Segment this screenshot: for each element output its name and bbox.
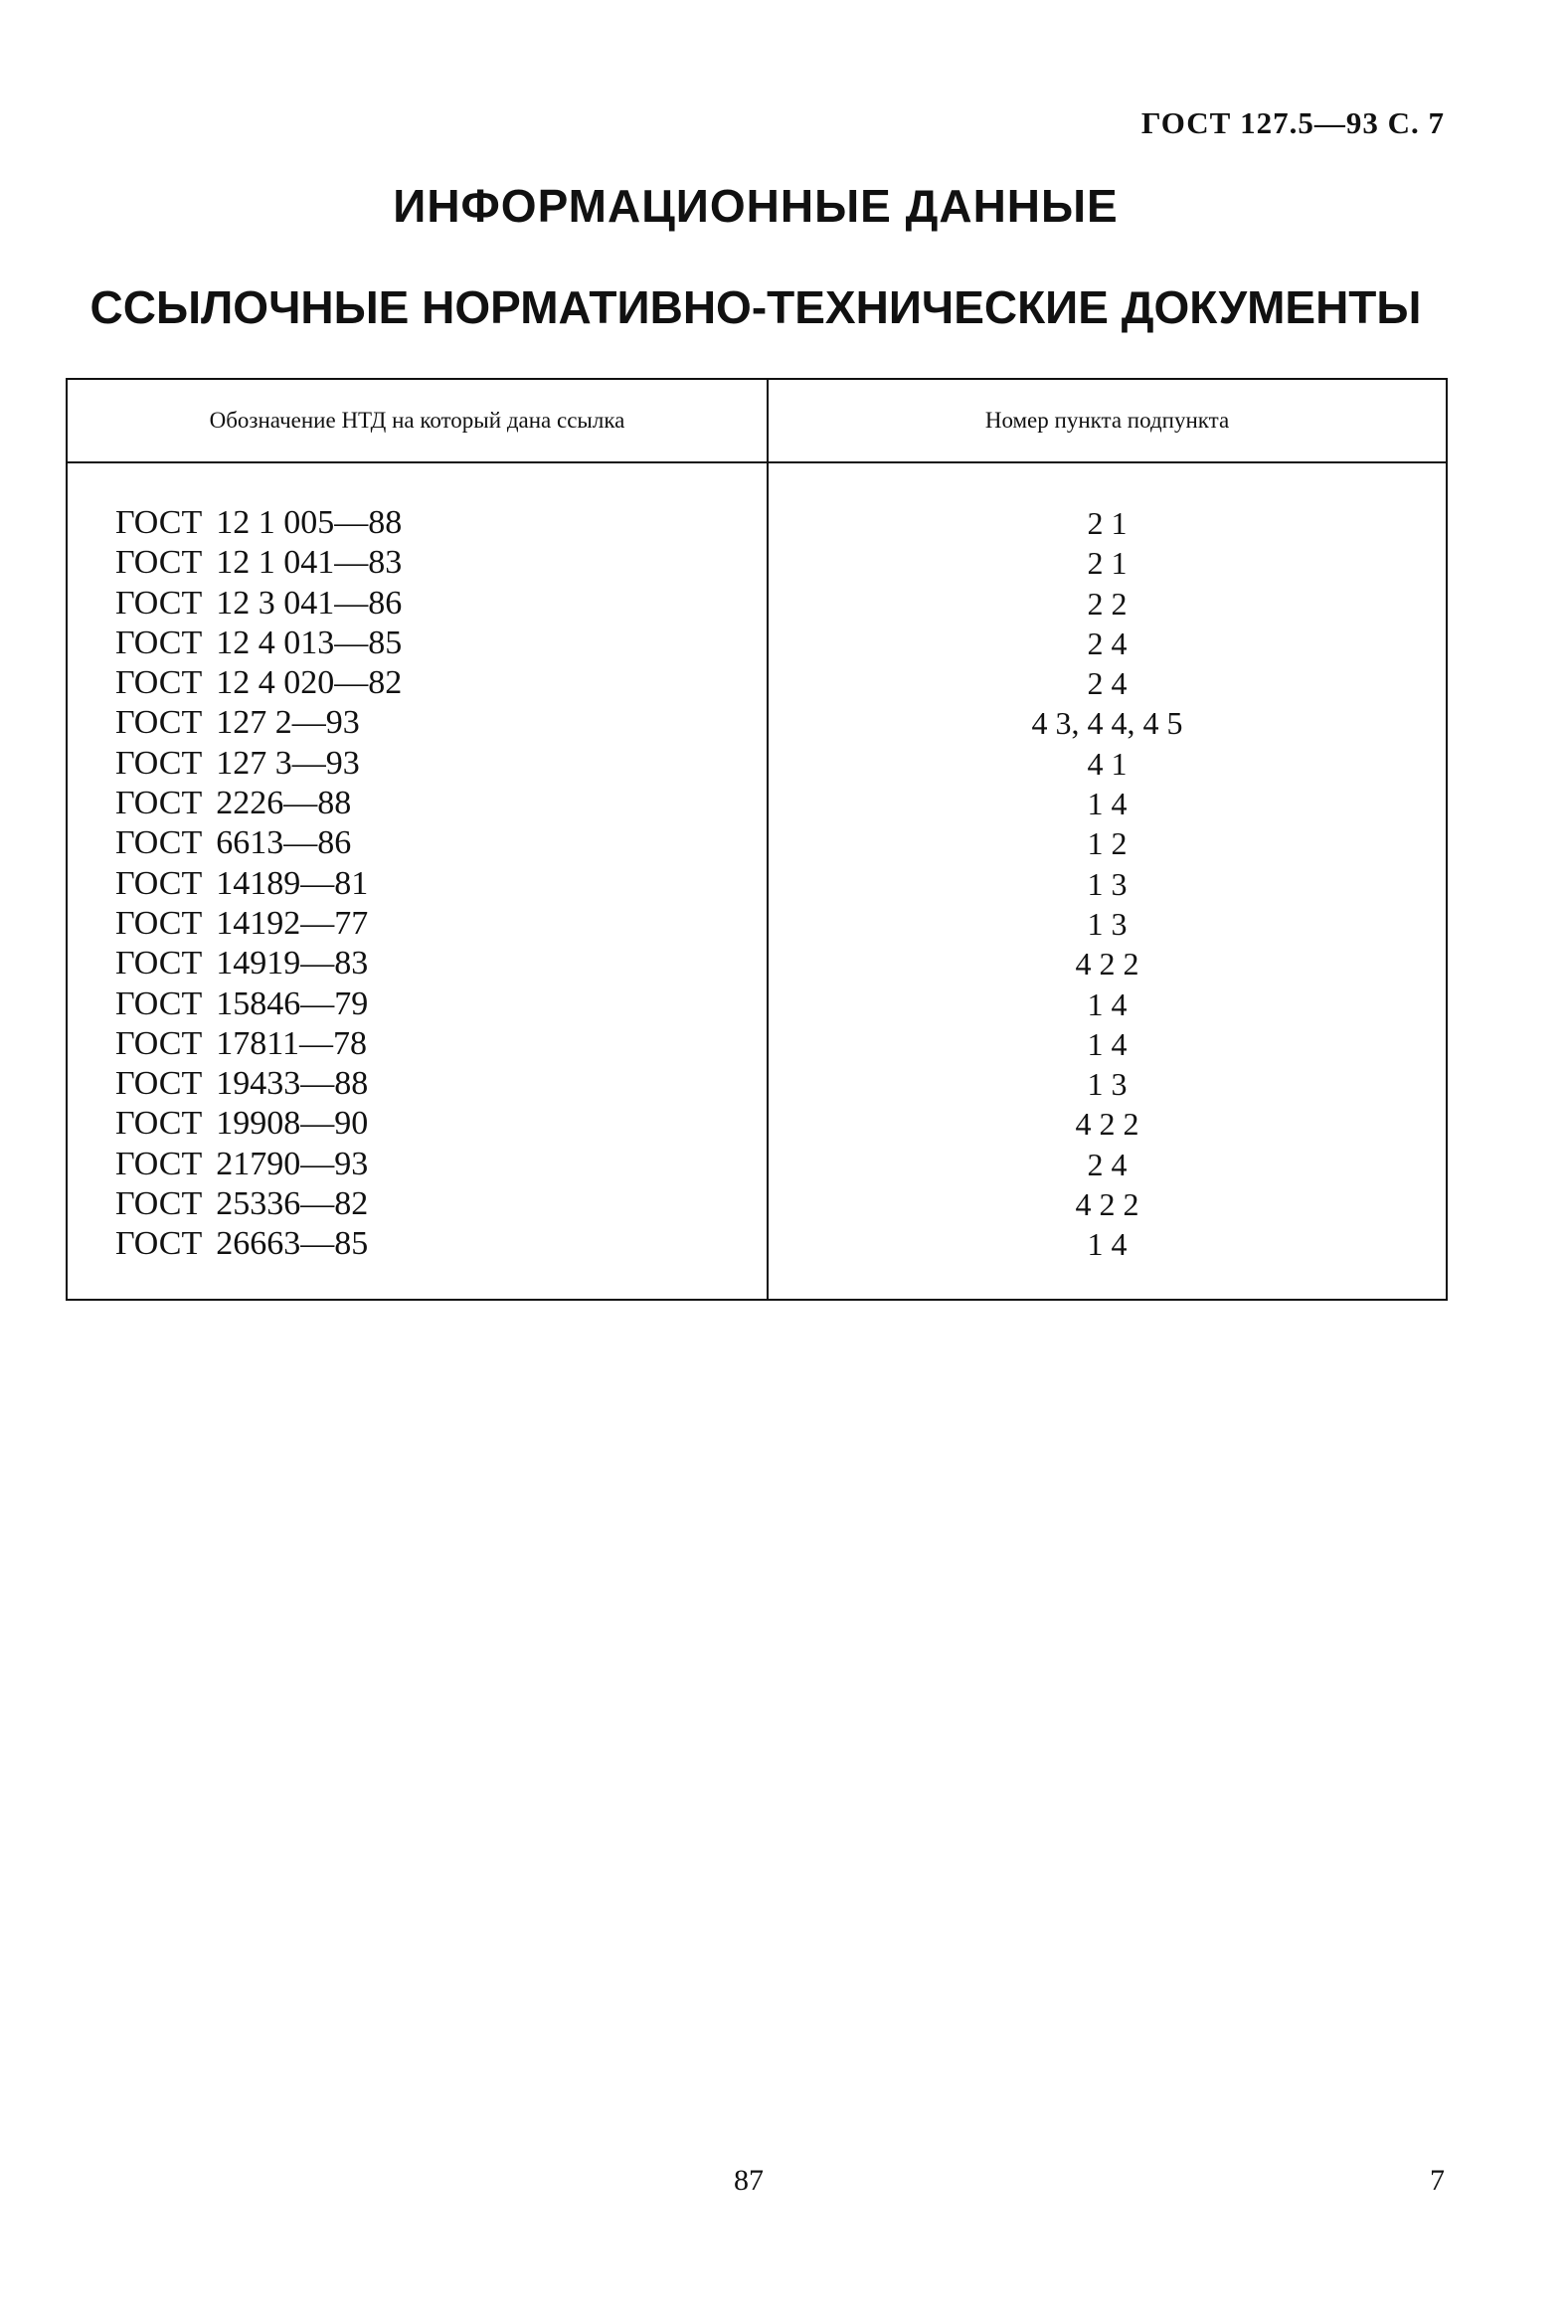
document-prefix: ГОСТ	[115, 1024, 203, 1062]
item-number: 4 3, 4 4, 4 5	[1031, 705, 1183, 742]
document-prefix: ГОСТ	[115, 1065, 203, 1103]
column-header-document: Обозначение НТД на который дана ссылка	[209, 408, 625, 433]
document-designation	[115, 584, 402, 624]
document-number: 14189—81	[216, 864, 369, 902]
table-row	[68, 904, 1446, 944]
item-number: 2 1	[1087, 545, 1128, 582]
document-number: 12 3 041—86	[216, 584, 403, 622]
document-number: 26663—85	[216, 1225, 369, 1263]
document-prefix: ГОСТ	[115, 584, 203, 622]
table-body	[68, 503, 1446, 1265]
table-row	[68, 624, 1446, 663]
item-number: 1 3	[1087, 865, 1128, 902]
document-designation	[115, 823, 351, 863]
table-row	[68, 744, 1446, 784]
item-number: 2 4	[1087, 665, 1128, 702]
document-number: 12 4 020—82	[216, 664, 403, 702]
document-prefix: ГОСТ	[115, 1225, 203, 1263]
document-number: 2226—88	[216, 785, 352, 822]
document-prefix: ГОСТ	[115, 744, 203, 782]
document-number: 21790—93	[216, 1145, 369, 1182]
document-prefix: ГОСТ	[115, 544, 203, 582]
document-prefix: ГОСТ	[115, 904, 203, 942]
document-prefix: ГОСТ	[115, 664, 203, 702]
item-number: 4 2 2	[1075, 1186, 1139, 1223]
document-prefix: ГОСТ	[115, 984, 203, 1022]
table-row	[68, 864, 1446, 904]
page-number-center: 87	[734, 2164, 764, 2197]
document-title: ИНФОРМАЦИОННЫЕ ДАННЫЕ	[393, 180, 1119, 232]
table-row	[68, 984, 1446, 1024]
document-designation	[115, 784, 351, 823]
table-row	[68, 663, 1446, 703]
item-number: 1 2	[1087, 825, 1128, 862]
table-row	[68, 1224, 1446, 1264]
document-prefix: ГОСТ	[115, 785, 203, 822]
running-header: ГОСТ 127.5—93 С. 7	[1140, 105, 1445, 140]
table-row	[68, 1145, 1446, 1184]
document-designation	[115, 1064, 368, 1104]
document-designation	[115, 984, 368, 1024]
item-number: 2 4	[1087, 625, 1128, 661]
document-prefix: ГОСТ	[115, 824, 203, 862]
item-number: 1 4	[1087, 1226, 1128, 1263]
table-row	[68, 1184, 1446, 1224]
table-row	[68, 703, 1446, 743]
item-number: 4 1	[1087, 745, 1128, 782]
item-number: 1 4	[1087, 1025, 1128, 1062]
document-prefix: ГОСТ	[115, 1105, 203, 1143]
document-designation	[115, 1104, 368, 1144]
document-prefix: ГОСТ	[115, 1145, 203, 1182]
table-row	[68, 503, 1446, 543]
document-designation	[115, 744, 360, 784]
item-number: 1 4	[1087, 985, 1128, 1022]
document-prefix: ГОСТ	[115, 504, 203, 541]
table-row	[68, 543, 1446, 583]
table-row	[68, 1104, 1446, 1144]
column-header-item: Номер пункта подпункта	[984, 408, 1230, 433]
document-number: 12 1 005—88	[216, 504, 403, 541]
document-number: 6613—86	[216, 824, 352, 862]
document-designation	[115, 1024, 367, 1064]
document-designation	[115, 624, 402, 663]
item-number: 1 3	[1087, 1066, 1128, 1103]
document-number: 12 1 041—83	[216, 544, 403, 582]
document-prefix: ГОСТ	[115, 704, 203, 742]
document-designation	[115, 944, 368, 983]
document-designation	[115, 703, 360, 743]
item-number: 2 1	[1087, 505, 1128, 541]
header-divider	[68, 461, 1446, 463]
document-number: 127 2—93	[216, 704, 360, 742]
table-row	[68, 944, 1446, 983]
document-prefix: ГОСТ	[115, 624, 203, 661]
table-row	[68, 823, 1446, 863]
reference-table	[66, 378, 1448, 1301]
item-number: 4 2 2	[1075, 946, 1139, 983]
item-number: 2 2	[1087, 585, 1128, 622]
document-number: 19433—88	[216, 1065, 369, 1103]
section-title: ССЫЛОЧНЫЕ НОРМАТИВНО-ТЕХНИЧЕСКИЕ ДОКУМЕНТЫ	[89, 281, 1422, 333]
document-designation	[115, 864, 368, 904]
document-number: 25336—82	[216, 1185, 369, 1223]
document-prefix: ГОСТ	[115, 945, 203, 983]
document-designation	[115, 1145, 368, 1184]
document-designation	[115, 663, 402, 703]
document-designation	[115, 904, 368, 944]
item-number: 4 2 2	[1075, 1106, 1139, 1143]
page-number-right: 7	[1430, 2164, 1445, 2197]
document-prefix: ГОСТ	[115, 1185, 203, 1223]
document-number: 19908—90	[216, 1105, 369, 1143]
table-row	[68, 784, 1446, 823]
item-number: 1 3	[1087, 905, 1128, 942]
item-number: 2 4	[1087, 1146, 1128, 1182]
document-number: 17811—78	[216, 1024, 367, 1062]
document-designation	[115, 543, 402, 583]
table-row	[68, 584, 1446, 624]
document-number: 14192—77	[216, 904, 369, 942]
document-number: 15846—79	[216, 984, 369, 1022]
document-designation	[115, 503, 402, 543]
table-row	[68, 1064, 1446, 1104]
document-number: 12 4 013—85	[216, 624, 403, 661]
document-prefix: ГОСТ	[115, 864, 203, 902]
document-designation	[115, 1224, 368, 1264]
document-number: 127 3—93	[216, 744, 360, 782]
document-designation	[115, 1184, 368, 1224]
table-row	[68, 1024, 1446, 1064]
item-number: 1 4	[1087, 786, 1128, 822]
document-number: 14919—83	[216, 945, 369, 983]
